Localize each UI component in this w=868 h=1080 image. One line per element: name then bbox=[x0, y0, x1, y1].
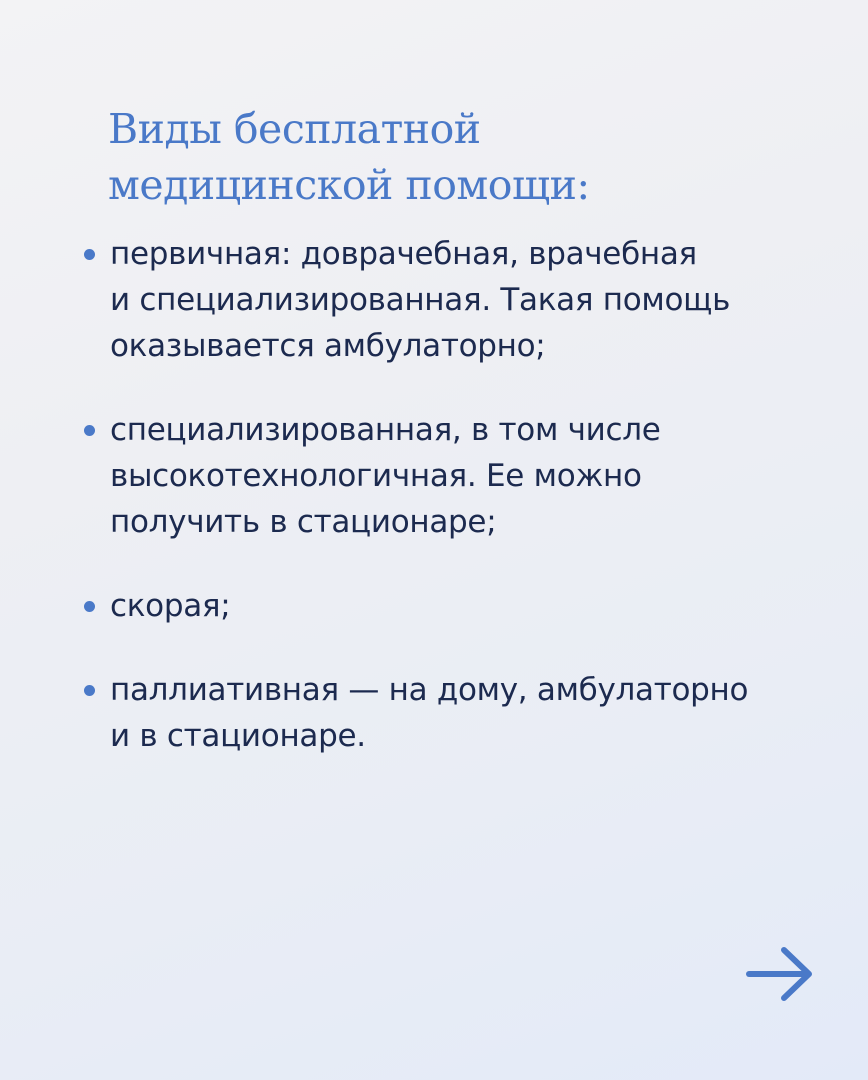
bullet-dot-icon bbox=[84, 601, 95, 612]
arrow-right-icon bbox=[746, 944, 814, 1004]
page-title bbox=[108, 101, 808, 213]
list-item-text: высокотехнологичная. Ее можно bbox=[110, 458, 642, 494]
page-title-line-1: Виды бесплатной bbox=[108, 105, 481, 153]
list-item-text: паллиативная — на дому, амбулаторно bbox=[110, 672, 749, 708]
list-item-text: специализированная, в том числе bbox=[110, 412, 661, 448]
list-item-text: оказывается амбулаторно; bbox=[110, 328, 546, 364]
list-item-text: первичная: доврачебная, врачебная bbox=[110, 236, 697, 272]
bullet-dot-icon bbox=[84, 425, 95, 436]
list-item-text: получить в стационаре; bbox=[110, 504, 497, 540]
page-title-line-2: медицинской помощи: bbox=[108, 161, 590, 209]
list-item-specialized-care bbox=[80, 407, 840, 545]
list-item-text: и специализированная. Такая помощь bbox=[110, 282, 731, 318]
list-item-text: и в стационаре. bbox=[110, 718, 366, 754]
bullet-dot-icon bbox=[84, 249, 95, 260]
care-types-list bbox=[80, 231, 840, 797]
list-item-primary-care bbox=[80, 231, 840, 369]
list-item-palliative-care bbox=[80, 667, 840, 759]
list-item-emergency-care bbox=[80, 583, 840, 629]
list-item-text: скорая; bbox=[110, 588, 231, 624]
next-slide-button[interactable] bbox=[746, 944, 814, 1004]
bullet-dot-icon bbox=[84, 685, 95, 696]
